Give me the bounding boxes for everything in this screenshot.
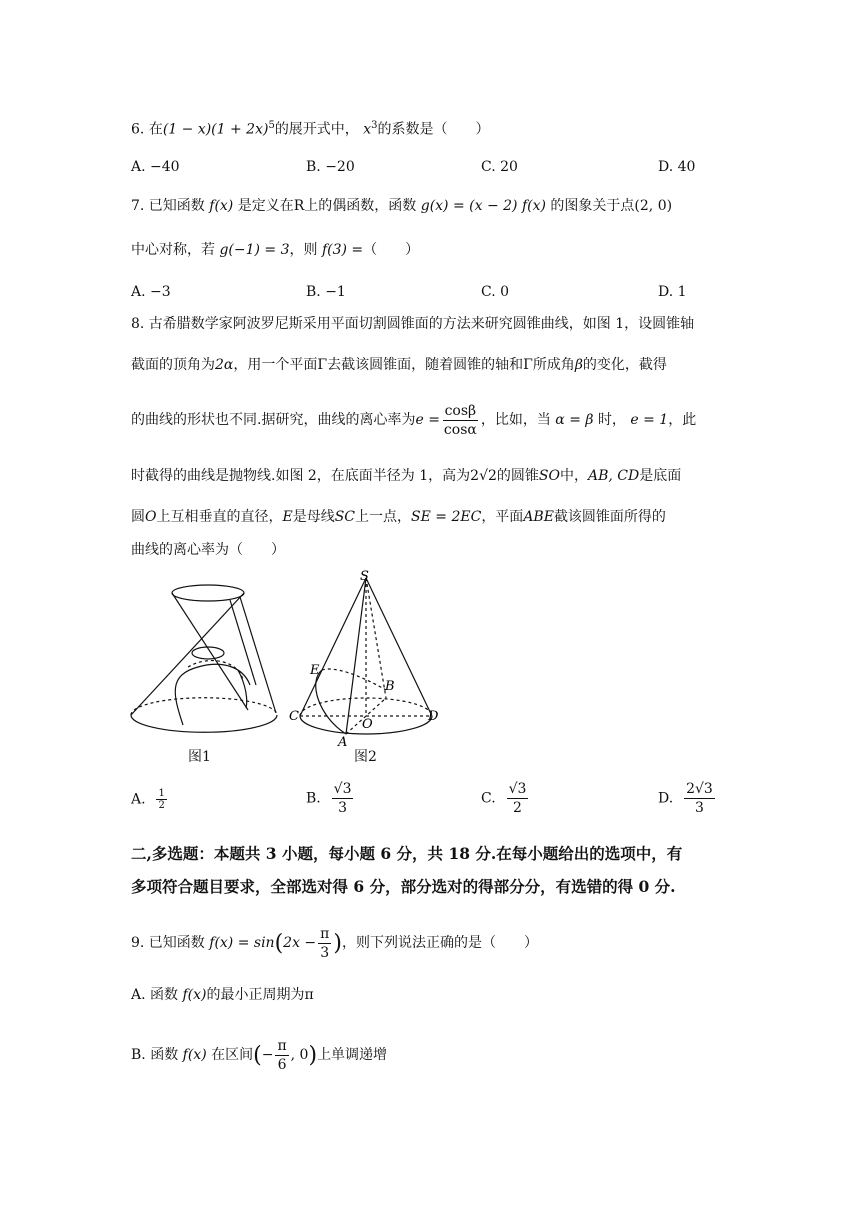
figure-1-caption: 图1 xyxy=(188,749,211,765)
q7-stem-line2: 中心对称，若 g(−1) = 3，则 f(3) =（ ） xyxy=(131,242,420,258)
q9-option-a: A. 函数 f(x)的最小正周期为π xyxy=(131,987,314,1003)
q8-stem-line2: 截面的顶角为2α，用一个平面Γ去截该圆锥面，随着圆锥的轴和Γ所成角β的变化，截得 xyxy=(131,357,667,373)
q8-option-b: B. $\frac{√3}{3}$ xyxy=(306,781,352,816)
q9-option-b: B. 函数 f(x) 在区间(− $\frac{\pi}{6}$ , 0)上单调递增 xyxy=(131,1037,388,1073)
q7-option-d: D. 1 xyxy=(658,284,687,300)
q7-option-a: A. −3 xyxy=(131,284,171,300)
eccentricity-fraction: $\frac{\cos\beta}{\cos\alpha}$ xyxy=(443,402,477,438)
label-e: E xyxy=(310,663,320,678)
q6-option-b: B. −20 xyxy=(306,159,355,175)
q8-stem-line4: 时截得的曲线是抛物线.如图 2，在底面半径为 1，高为2√2的圆锥SO中，AB, CD是底面 xyxy=(131,468,682,484)
q6-stem: 6. 在$(1 - x)(1 + 2x)^5$的展开式中， $x^3$的系数是（ ） xyxy=(131,120,490,138)
q6-option-a: A. −40 xyxy=(131,159,180,175)
label-a: A xyxy=(338,735,348,746)
q7-stem-line1: 7. 已知函数 f(x) 是定义在R上的偶函数，函数 g(x) = (x − 2) f(x) 的图象关于点(2, 0) xyxy=(131,198,673,214)
q8-stem-line1: 8. 古希腊数学家阿波罗尼斯采用平面切割圆锥面的方法来研究圆锥曲线，如图 1，设圆锥轴 xyxy=(131,316,695,332)
label-o: O xyxy=(362,717,373,732)
figure-2-caption: 图2 xyxy=(354,749,377,765)
section-2-heading-line2: 多项符合题目要求，全部选对得 6 分，部分选对的得部分分，有选错的得 0 分. xyxy=(131,877,676,896)
q7-option-c: C. 0 xyxy=(481,284,510,300)
q8-option-a: A. $\frac{1}{2}$ xyxy=(131,788,165,811)
q8-stem-line5: 圆O上互相垂直的直径，E是母线SC上一点，SE = 2EC，平面ABE截该圆锥面所得的 xyxy=(131,509,666,525)
figure-2-cone xyxy=(288,566,448,746)
q7-option-b: B. −1 xyxy=(306,284,346,300)
label-d: D xyxy=(428,709,439,724)
label-b: B xyxy=(385,679,395,694)
label-s: S xyxy=(360,569,369,584)
q8-option-d: D. $\frac{2√3}{3}$ xyxy=(658,781,713,816)
q6-option-d: D. 40 xyxy=(658,159,696,175)
label-c: C xyxy=(289,709,299,724)
q6-option-c: C. 20 xyxy=(481,159,518,175)
q8-option-c: C. $\frac{√3}{2}$ xyxy=(481,781,527,816)
section-2-heading-line1: 二,多选题：本题共 3 小题，每小题 6 分，共 18 分.在每小题给出的选项中，有 xyxy=(131,844,683,863)
q8-stem-line6: 曲线的离心率为（ ） xyxy=(131,542,285,558)
figure-1-cone-section xyxy=(128,575,284,735)
q9-stem: 9. 已知函数 f(x) = sin(2x − $\frac{\pi}{3}$ )，则下列说法正确的是（ ） xyxy=(131,925,538,961)
q8-stem-line3: 的曲线的形状也不同.据研究，曲线的离心率为e = $\frac{\cos\beta}{\cos\alpha}$ ，比如，当 α = β 时， e = 1，此 xyxy=(131,402,697,438)
